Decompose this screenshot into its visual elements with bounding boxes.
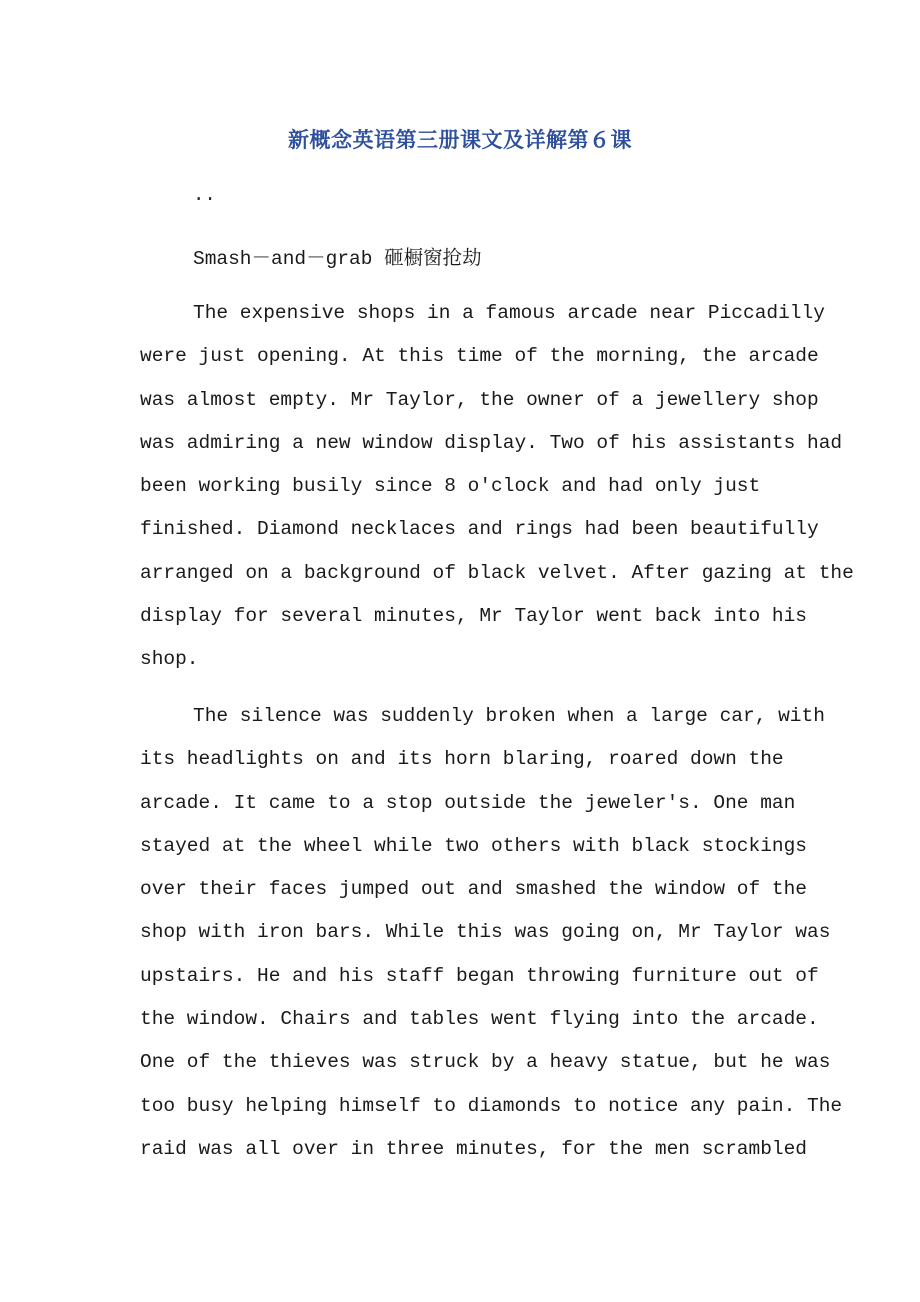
paragraph-line: display for several minutes, Mr Taylor went back into his [140,605,808,628]
paragraph-line: was admiring a new window display. Two of his assistants had [140,431,843,454]
paragraph-line: shop. [140,648,199,671]
paragraph-line: raid was all over in three minutes, for the men scrambled [140,1137,808,1160]
paragraph-line: its headlights on and its horn blaring, roared down the [140,748,784,771]
paragraph-line: were just opening. At this time of the morning, the arcade [140,345,819,368]
paragraph-line: stayed at the wheel while two others with black stockings [140,834,808,857]
paragraph-line: One of the thieves was struck by a heavy statue, but he was [140,1051,831,1074]
paragraph-1 [140,292,854,682]
paragraph-line: the window. Chairs and tables went flying into the arcade. [140,1008,819,1031]
paragraph-line: arranged on a background of black velvet. After gazing at the [140,561,854,584]
document-title: 新概念英语第三册课文及详解第６课 [288,127,632,152]
paragraph-line: The expensive shops in a famous arcade near Piccadilly [193,302,825,324]
paragraph-line: The silence was suddenly broken when a large car, with [193,705,825,727]
lesson-subtitle: Smash－and－grab 砸橱窗抢劫 [193,248,482,270]
paragraph-line: been working busily since 8 o'clock and had only just [140,475,761,498]
paragraph-line: over their faces jumped out and smashed the window of the [140,878,808,901]
paragraph-line: arcade. It came to a stop outside the jeweler's. One man [140,791,796,814]
paragraph-line: finished. Diamond necklaces and rings had been beautifully [140,518,819,541]
paragraph-line: shop with iron bars. While this was going on, Mr Taylor was [140,921,831,944]
dots-marker: .. [193,184,216,206]
paragraph-line: too busy helping himself to diamonds to notice any pain. The [140,1094,843,1117]
paragraph-line: was almost empty. Mr Taylor, the owner of a jewellery shop [140,388,819,411]
paragraph-2 [140,695,843,1171]
paragraph-line: upstairs. He and his staff began throwing furniture out of [140,964,819,987]
